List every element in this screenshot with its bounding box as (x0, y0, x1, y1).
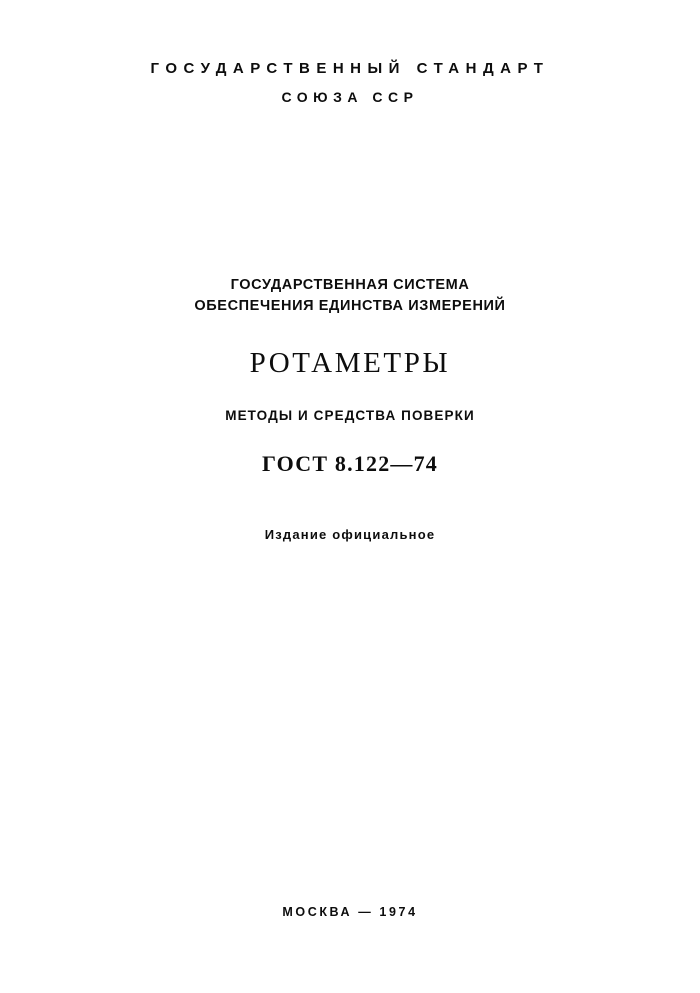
imprint-line: МОСКВА — 1974 (282, 905, 418, 919)
system-line-1: ГОСУДАРСТВЕННАЯ СИСТЕМА (230, 277, 470, 293)
system-line-2: ОБЕСПЕЧЕНИЯ ЕДИНСТВА ИЗМЕРЕНИЙ (194, 298, 506, 314)
methods-subtitle: МЕТОДЫ И СРЕДСТВА ПОВЕРКИ (225, 408, 475, 423)
document-footer (0, 905, 700, 919)
header-union-label: СОЮЗА ССР (281, 89, 419, 105)
header-standard-label: ГОСУДАРСТВЕННЫЙ СТАНДАРТ (150, 60, 550, 77)
document-header (0, 60, 700, 105)
standard-code: ГОСТ 8.122—74 (262, 451, 438, 476)
document-title-block (0, 275, 700, 542)
page-title: РОТАМЕТРЫ (249, 347, 451, 379)
edition-note: Издание официальное (264, 527, 436, 542)
